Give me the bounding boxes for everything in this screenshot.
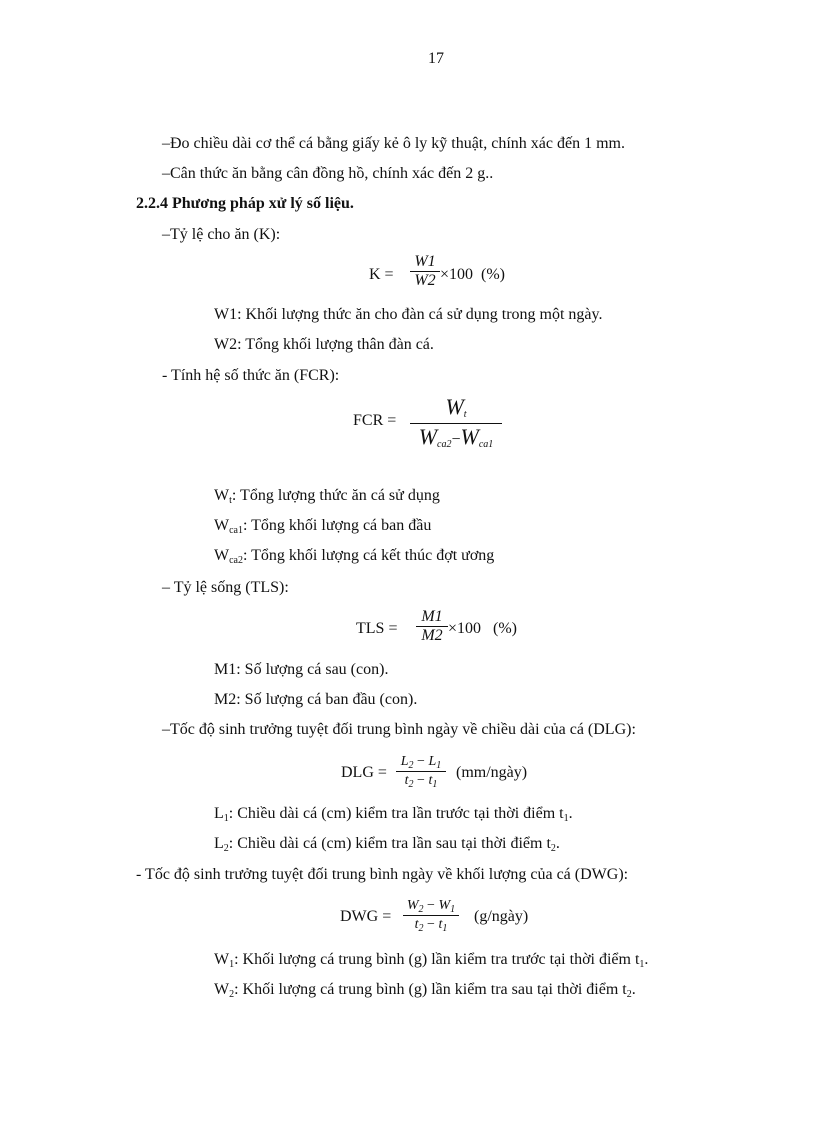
- dlg-unit: (mm/ngày): [456, 764, 528, 781]
- def-wca2: $W_{ca2}$: Tổng khối lượng cá kết thúc đợt ương: [214, 547, 495, 566]
- dwg-denominator: $t_2 - t_1$: [414, 917, 448, 934]
- fcr-numerator: $W_t$: [445, 394, 467, 420]
- tls-multiplier: ×100: [448, 620, 482, 637]
- tls-unit: (%): [493, 620, 517, 637]
- def-w1: W1: Khối lượng thức ăn cho đàn cá sử dụng trong một ngày.: [214, 306, 603, 323]
- k-unit: (%): [481, 266, 505, 283]
- dlg-numerator: $L_2 - L_1$: [400, 754, 442, 771]
- dlg-title: –Tốc độ sinh trưởng tuyệt đối trung bình ngày về chiều dài của cá (DLG):: [162, 721, 636, 738]
- dwg-title: - Tốc độ sinh trưởng tuyệt đối trung bình ngày về khối lượng của cá (DWG):: [136, 866, 629, 883]
- fcr-fraction: [410, 394, 502, 453]
- def-m2: M2: Số lượng cá ban đầu (con).: [214, 691, 418, 708]
- k-fraction: [410, 253, 440, 290]
- k-multiplier: ×100: [440, 266, 474, 283]
- def-m1: M1: Số lượng cá sau (con).: [214, 661, 389, 678]
- tls-formula-lhs: TLS =: [356, 620, 398, 637]
- def-wca1: $W_{ca1}$: Tổng khối lượng cá ban đầu: [214, 517, 432, 536]
- section-heading: 2.2.4 Phương pháp xử lý số liệu.: [136, 195, 354, 212]
- fcr-denominator: $W_{ca2}-W_{ca1}$: [418, 424, 494, 450]
- text-line-length-measure: –Đo chiều dài cơ thể cá bằng giấy kẻ ô ly kỹ thuật, chính xác đến 1 mm.: [162, 135, 625, 152]
- def-l2: $L_2$: Chiều dài cá (cm) kiểm tra lần sau tại thời điểm $t_2$.: [214, 835, 560, 854]
- tls-denominator: M2: [421, 627, 443, 644]
- def-wt: $W_t$: Tổng lượng thức ăn cá sử dụng: [214, 487, 440, 506]
- dwg-formula-lhs: DWG =: [340, 908, 392, 925]
- page-number: 17: [428, 50, 444, 67]
- tls-fraction: [416, 608, 448, 645]
- def-w2-mass: $W_2$: Khối lượng cá trung bình (g) lần kiểm tra sau tại thời điểm $t_2$.: [214, 981, 636, 1000]
- k-formula-lhs: K =: [369, 266, 394, 283]
- text-line-feed-weigh: –Cân thức ăn bằng cân đồng hồ, chính xác đến 2 g..: [162, 165, 494, 182]
- tls-numerator: M1: [421, 608, 443, 625]
- dwg-numerator: $W_2 - W_1$: [406, 898, 456, 915]
- def-w1-mass: $W_1$: Khối lượng cá trung bình (g) lần kiểm tra trước tại thời điểm $t_1$.: [214, 951, 649, 970]
- dwg-unit: (g/ngày): [474, 908, 529, 925]
- tls-title: – Tỷ lệ sống (TLS):: [162, 579, 289, 596]
- dwg-fraction: [403, 897, 459, 934]
- dlg-formula-lhs: DLG =: [341, 764, 387, 781]
- fcr-formula-lhs: FCR =: [353, 412, 397, 429]
- k-title: –Tỷ lệ cho ăn (K):: [162, 226, 281, 243]
- def-w2: W2: Tổng khối lượng thân đàn cá.: [214, 336, 434, 353]
- k-denominator: W2: [414, 272, 436, 289]
- dlg-denominator: $t_2 - t_1$: [404, 773, 438, 790]
- def-l1: $L_1$: Chiều dài cá (cm) kiểm tra lần trước tại thời điểm $t_1$.: [214, 805, 573, 824]
- k-numerator: W1: [414, 253, 436, 270]
- fcr-title: - Tính hệ số thức ăn (FCR):: [162, 367, 340, 384]
- dlg-fraction: [396, 753, 446, 790]
